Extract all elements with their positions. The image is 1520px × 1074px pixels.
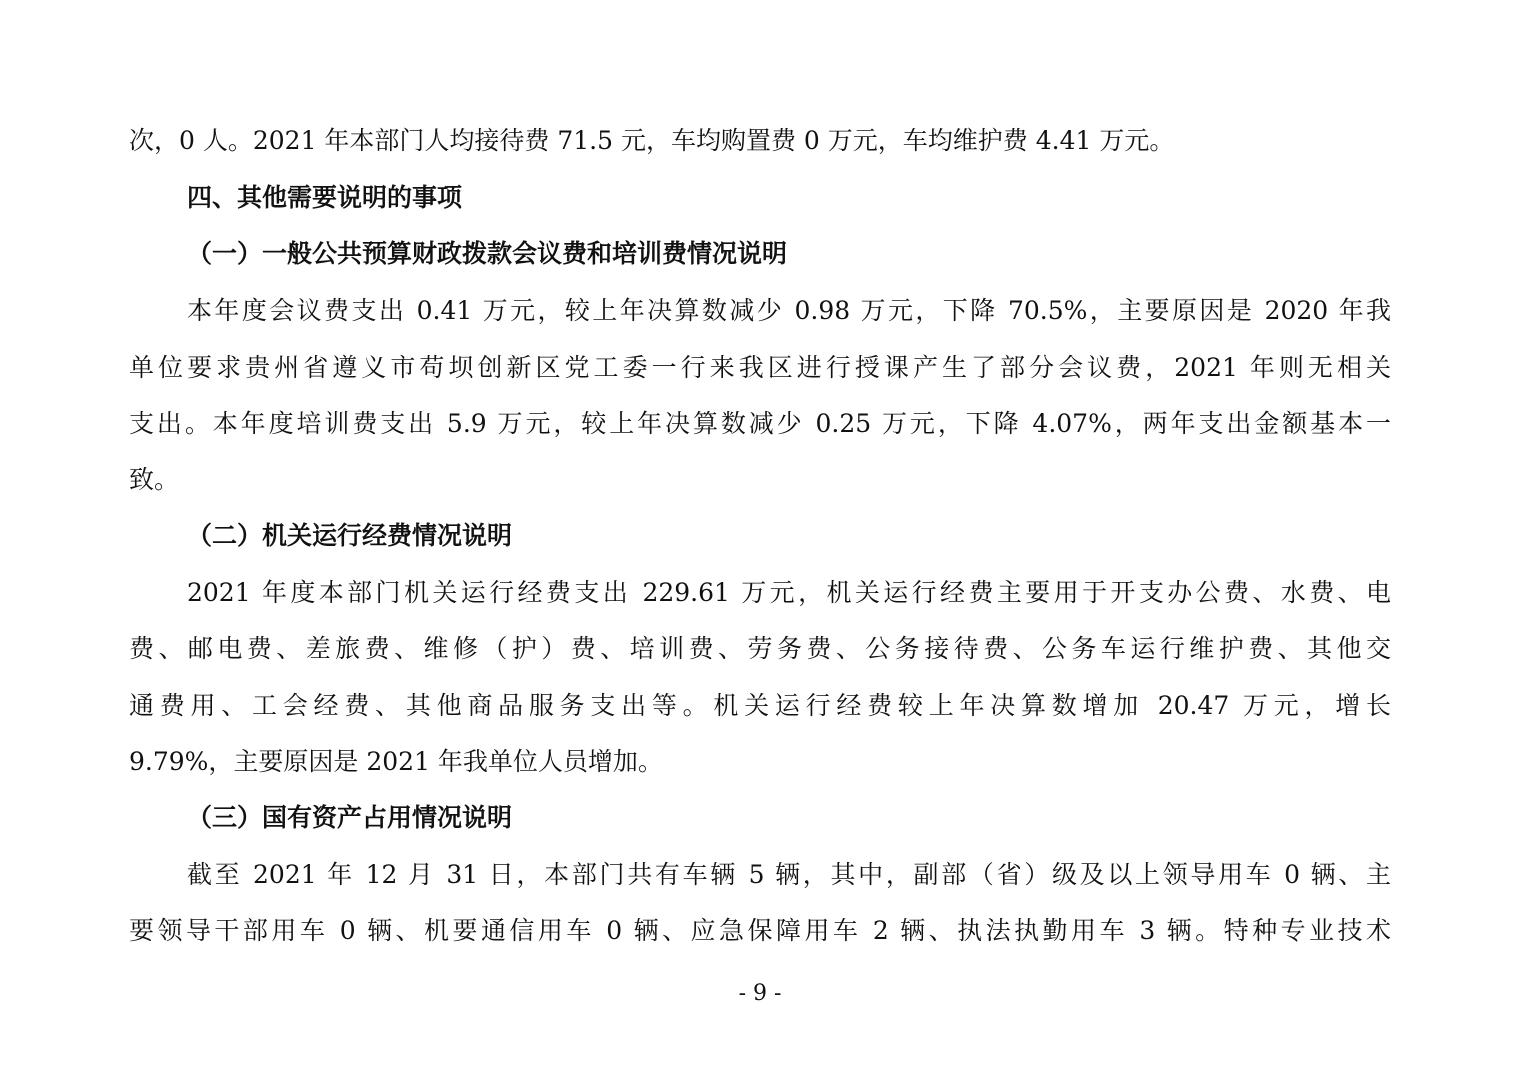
page-number: - 9 - <box>738 981 782 1006</box>
paragraph-line: 致。 <box>129 465 180 494</box>
paragraph-line: 2021 年度本部门机关运行经费支出 229.61 万元，机关运行经费主要用于开支办公费、水费、电 <box>187 578 1391 607</box>
paragraph-line: 截至 2021 年 12 月 31 日，本部门共有车辆 5 辆，其中，副部（省）级及以上领导用车 0 辆、主 <box>187 860 1391 889</box>
paragraph-line: 支出。本年度培训费支出 5.9 万元，较上年决算数减少 0.25 万元，下降 4.07%，两年支出金额基本一 <box>129 409 1391 438</box>
paragraph-line: 单位要求贵州省遵义市苟坝创新区党工委一行来我区进行授课产生了部分会议费，2021 年则无相关 <box>129 353 1391 382</box>
section-heading: 四、其他需要说明的事项 <box>187 183 463 212</box>
paragraph-line: 通费用、工会经费、其他商品服务支出等。机关运行经费较上年决算数增加 20.47 万元，增长 <box>129 691 1391 720</box>
paragraph-line: 9.79%，主要原因是 2021 年我单位人员增加。 <box>129 747 663 776</box>
paragraph-line: 费、邮电费、差旅费、维修（护）费、培训费、劳务费、公务接待费、公务车运行维护费、其他交 <box>129 634 1391 663</box>
paragraph-line: 次，0 人。2021 年本部门人均接待费 71.5 元，车均购置费 0 万元，车均维护费 4.41 万元。 <box>129 126 1175 155</box>
subsection-heading: （三）国有资产占用情况说明 <box>187 803 513 832</box>
subsection-heading: （一）一般公共预算财政拨款会议费和培训费情况说明 <box>187 239 788 268</box>
paragraph-line: 本年度会议费支出 0.41 万元，较上年决算数减少 0.98 万元，下降 70.5%，主要原因是 2020 年我 <box>187 296 1391 325</box>
subsection-heading: （二）机关运行经费情况说明 <box>187 521 513 550</box>
paragraph-line: 要领导干部用车 0 辆、机要通信用车 0 辆、应急保障用车 2 辆、执法执勤用车 3 辆。特种专业技术 <box>129 916 1391 945</box>
